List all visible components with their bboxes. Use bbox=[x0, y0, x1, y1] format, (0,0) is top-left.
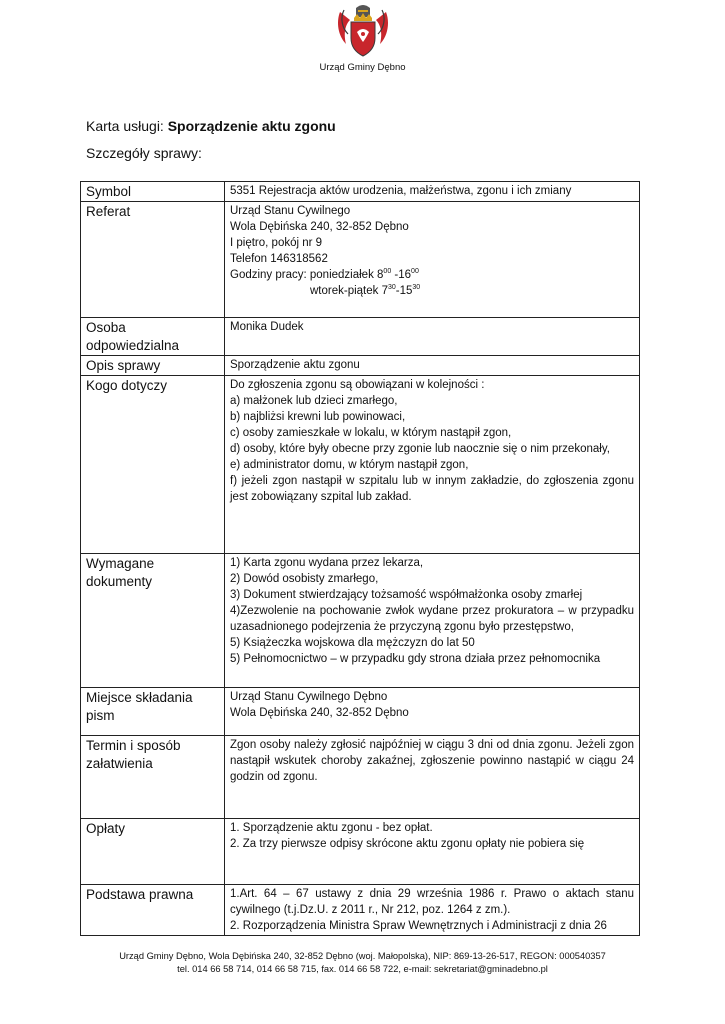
list-item: d) osoby, które były obecne przy zgonie lub naocznie się o nim przekonały, bbox=[230, 443, 610, 455]
page-footer bbox=[0, 950, 725, 976]
table-row bbox=[81, 688, 640, 736]
title-main: Sporządzenie aktu zgonu bbox=[167, 118, 336, 134]
row-value: Zgon osoby należy zgłosić najpóźniej w ciągu 3 dni od dnia zgonu. Jeżeli zgon nastąpił wskutek choroby zakaźnej, zgłoszenie powinno nastąpić w ciągu 24 godzin od zgonu. bbox=[225, 736, 640, 819]
row-value bbox=[225, 885, 640, 936]
working-hours-line bbox=[230, 283, 634, 299]
list-item: 3) Dokument stwierdzający tożsamość współmałżonka osoby zmarłej bbox=[230, 589, 583, 601]
row-label: Podstawa prawna bbox=[81, 885, 225, 936]
table-row bbox=[81, 318, 640, 356]
row-value: Sporządzenie aktu zgonu bbox=[225, 356, 640, 376]
referat-line: Urząd Stanu Cywilnego bbox=[230, 205, 351, 217]
page-subtitle: Szczegóły sprawy: bbox=[86, 145, 202, 161]
referat-line: Telefon 146318562 bbox=[230, 253, 328, 265]
list-item: 4)Zezwolenie na pochowanie zwłok wydane przez prokuratora – w przypadku uzasadnionego podejrzenia że przyczyną zgonu było przestępstwo, bbox=[230, 605, 634, 633]
row-label: Opis sprawy bbox=[81, 356, 225, 376]
office-header: Urząd Gminy Dębno bbox=[319, 62, 406, 73]
row-label: Osoba odpowiedzialna bbox=[81, 318, 225, 356]
referat-line: I piętro, pokój nr 9 bbox=[230, 237, 323, 249]
row-label: Referat bbox=[81, 202, 225, 318]
row-value: Monika Dudek bbox=[225, 318, 640, 356]
row-label: Opłaty bbox=[81, 819, 225, 885]
table-row bbox=[81, 554, 640, 688]
row-value bbox=[225, 819, 640, 885]
row-value bbox=[225, 376, 640, 554]
row-value: 5351 Rejestracja aktów urodzenia, małżeństwa, zgonu i ich zmiany bbox=[225, 182, 640, 202]
address-line: Wola Dębińska 240, 32-852 Dębno bbox=[230, 707, 409, 719]
hours-text: -15 bbox=[395, 285, 413, 297]
fee-line: 1. Sporządzenie aktu zgonu - bez opłat. bbox=[230, 822, 433, 834]
legal-basis-line: 1.Art. 64 – 67 ustawy z dnia 29 września 1986 r. Prawo o aktach stanu cywilnego (t.j.Dz.U. z 2011 r., Nr 212, poz. 1264 z zm.). bbox=[230, 888, 634, 916]
service-details-table bbox=[80, 181, 640, 936]
hours-text: Godziny pracy: poniedziałek 8 bbox=[230, 269, 384, 281]
table-row bbox=[81, 356, 640, 376]
row-value bbox=[225, 202, 640, 318]
address-line: Urząd Stanu Cywilnego Dębno bbox=[230, 691, 388, 703]
title-prefix: Karta usługi: bbox=[86, 118, 164, 134]
list-item: a) małżonek lub dzieci zmarłego, bbox=[230, 395, 398, 407]
hours-sup: 30 bbox=[412, 284, 421, 292]
row-label: Wymagane dokumenty bbox=[81, 554, 225, 688]
hours-text: -16 bbox=[391, 269, 412, 281]
list-item: b) najbliżsi krewni lub powinowaci, bbox=[230, 411, 406, 423]
row-label: Miejsce składania pism bbox=[81, 688, 225, 736]
fee-line: 2. Za trzy pierwsze odpisy skrócone aktu zgonu opłaty nie pobiera się bbox=[230, 838, 585, 850]
table-row bbox=[81, 376, 640, 554]
row-value bbox=[225, 688, 640, 736]
hours-sup: 00 bbox=[383, 268, 392, 276]
list-item: 5) Książeczka wojskowa dla mężczyzn do lat 50 bbox=[230, 637, 475, 649]
table-row bbox=[81, 885, 640, 936]
legal-basis-line: 2. Rozporządzenia Ministra Spraw Wewnętrznych i Administracji z dnia 26 bbox=[230, 920, 607, 932]
footer-address: Urząd Gminy Dębno, Wola Dębińska 240, 32-852 Dębno (woj. Małopolska), NIP: 869-13-26-517, REGON: 000540357 bbox=[119, 951, 606, 961]
list-item: e) administrator domu, w którym nastąpił zgon, bbox=[230, 459, 469, 471]
hours-sup: 30 bbox=[387, 284, 396, 292]
coat-of-arms-icon bbox=[334, 2, 392, 60]
table-row bbox=[81, 202, 640, 318]
row-label: Kogo dotyczy bbox=[81, 376, 225, 554]
table-row bbox=[81, 736, 640, 819]
list-item: Do zgłoszenia zgonu są obowiązani w kolejności : bbox=[230, 379, 485, 391]
table-row bbox=[81, 182, 640, 202]
row-label: Symbol bbox=[81, 182, 225, 202]
list-item: 2) Dowód osobisty zmarłego, bbox=[230, 573, 379, 585]
referat-line: Wola Dębińska 240, 32-852 Dębno bbox=[230, 221, 409, 233]
hours-text: wtorek-piątek 7 bbox=[310, 285, 388, 297]
table-row bbox=[81, 819, 640, 885]
list-item: c) osoby zamieszkałe w lokalu, w którym nastąpił zgon, bbox=[230, 427, 512, 439]
list-item: 5) Pełnomocnictwo – w przypadku gdy strona działa przez pełnomocnika bbox=[230, 653, 601, 665]
page-title bbox=[86, 118, 336, 134]
working-hours-line bbox=[230, 267, 634, 283]
row-label: Termin i sposób załatwienia bbox=[81, 736, 225, 819]
row-value bbox=[225, 554, 640, 688]
list-item: f) jeżeli zgon nastąpił w szpitalu lub w innym zakładzie, do zgłoszenia zgonu jest zobowiązany szpital lub zakład. bbox=[230, 475, 634, 503]
hours-sup: 00 bbox=[411, 268, 419, 276]
footer-contact: tel. 014 66 58 714, 014 66 58 715, fax. 014 66 58 722, e-mail: sekretariat@gminadebno.pl bbox=[177, 964, 548, 974]
list-item: 1) Karta zgonu wydana przez lekarza, bbox=[230, 557, 424, 569]
